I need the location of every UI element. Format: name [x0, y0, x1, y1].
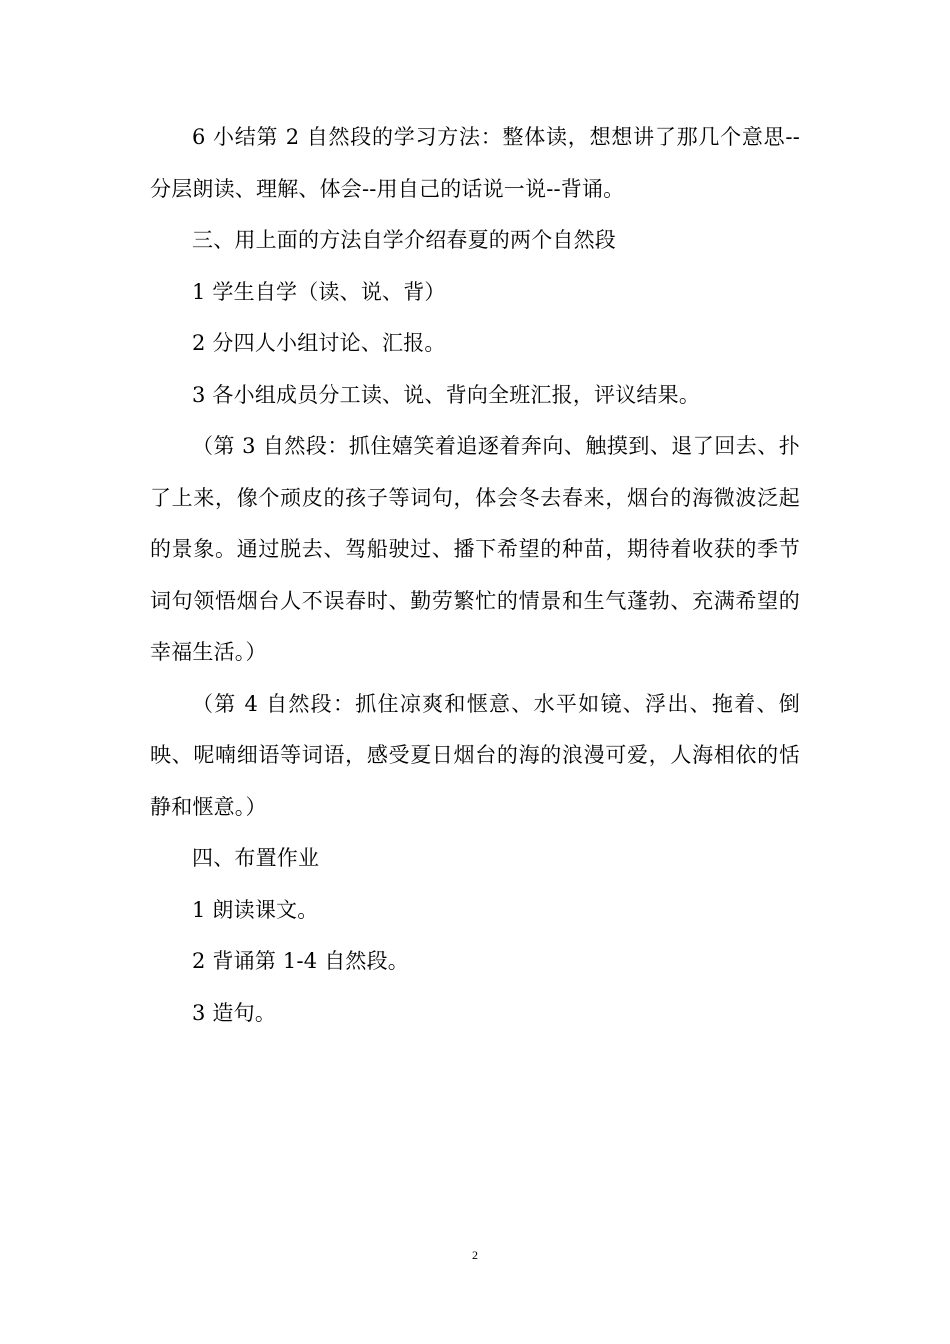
- section-heading-self-study: 三、用上面的方法自学介绍春夏的两个自然段: [192, 228, 616, 252]
- homework-item-recite: 2 背诵第 1-4 自然段。: [192, 949, 410, 973]
- homework-item-read: 1 朗读课文。: [192, 897, 319, 922]
- list-item-self-study: 1 学生自学（读、说、背）: [192, 279, 446, 304]
- paragraph-note-section-4: （第 4 自然段：抓住凉爽和惬意、水平如镜、浮出、拖着、倒映、呢喃细语等词语，感受夏日烟台的海的浪漫可爱，人海相依的恬静和惬意。）: [150, 691, 800, 819]
- section-heading-homework: 四、布置作业: [192, 846, 320, 870]
- page-number: 2: [472, 1248, 478, 1262]
- list-item-class-report: 3 各小组成员分工读、说、背向全班汇报，评议结果。: [192, 382, 701, 407]
- list-item-group-discussion: 2 分四人小组讨论、汇报。: [192, 331, 446, 355]
- paragraph-note-section-3: （第 3 自然段：抓住嬉笑着追逐着奔向、触摸到、退了回去、扑了上来，像个顽皮的孩子等词句，体会冬去春来，烟台的海微波泛起的景象。通过脱去、驾船驶过、播下希望的种苗，期待着收获的季节词句领悟烟台人不误春时、勤劳繁忙的情景和生气蓬勃、充满希望的幸福生活。）: [150, 434, 800, 664]
- paragraph-summary-method: 6 小结第 2 自然段的学习方法：整体读，想想讲了那几个意思--分层朗读、理解、体会--用自己的话说一说--背诵。: [150, 125, 800, 201]
- homework-item-sentence: 3 造句。: [192, 1000, 277, 1025]
- page-body: [150, 112, 800, 1039]
